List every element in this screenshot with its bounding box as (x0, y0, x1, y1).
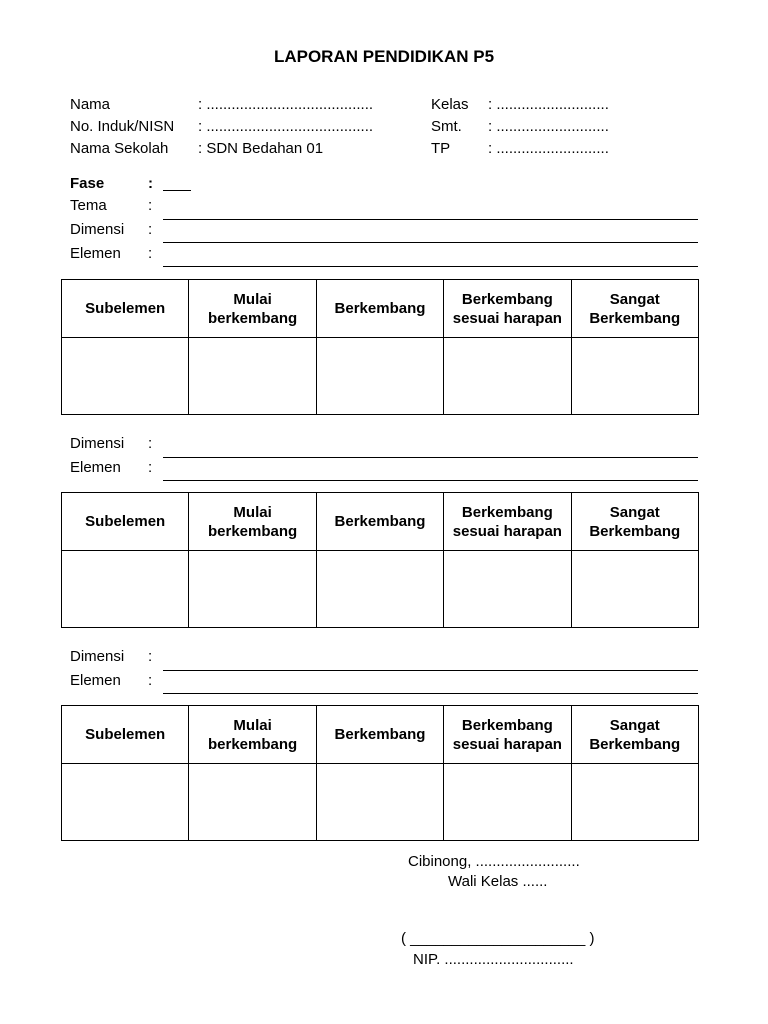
kelas-label: Kelas (431, 96, 469, 113)
header-sangat-berkembang: Sangat Berkembang (571, 280, 698, 338)
fase-colon: : (148, 175, 153, 192)
table-header-row (62, 493, 699, 551)
tema-label: Tema (70, 197, 107, 214)
dimensi-label-1: Dimensi (70, 221, 125, 238)
table-cell[interactable] (444, 338, 571, 415)
table-cell[interactable] (189, 551, 316, 628)
signature-name-line: ( _____________________ ) (401, 930, 595, 947)
tp-label: TP (431, 140, 451, 157)
table-cell[interactable] (316, 338, 443, 415)
dimensi-label-2: Dimensi (70, 435, 125, 452)
elemen-blank-line-1 (163, 266, 698, 267)
table-row (62, 338, 699, 415)
header-berkembang-sesuai-harapan: Berkembang sesuai harapan (444, 706, 571, 764)
table-cell[interactable] (316, 551, 443, 628)
header-mulai-berkembang: Mulai berkembang (189, 493, 316, 551)
place-date: Cibinong, ......................... (408, 853, 580, 870)
smt-label: Smt. (431, 118, 462, 135)
dimensi-blank-line-1 (163, 242, 698, 243)
nisn-value: : ........................................ (198, 118, 374, 135)
nisn-label: No. Induk/NISN (70, 118, 175, 135)
dimensi-colon-2: : (148, 435, 153, 452)
table-cell[interactable] (62, 338, 189, 415)
sekolah-value: : SDN Bedahan 01 (198, 140, 324, 157)
table-cell[interactable] (62, 551, 189, 628)
table-cell[interactable] (444, 551, 571, 628)
assessment-table-3 (61, 705, 699, 841)
table-header-row (62, 706, 699, 764)
header-berkembang: Berkembang (316, 493, 443, 551)
assessment-table-1 (61, 279, 699, 415)
dimensi-colon-3: : (148, 648, 153, 665)
table-cell[interactable] (444, 764, 571, 841)
header-sangat-berkembang: Sangat Berkembang (571, 493, 698, 551)
table-row (62, 764, 699, 841)
header-sangat-berkembang: Sangat Berkembang (571, 706, 698, 764)
fase-label: Fase (70, 175, 105, 192)
elemen-colon-1: : (148, 245, 153, 262)
table-cell[interactable] (571, 764, 698, 841)
table-cell[interactable] (571, 551, 698, 628)
table-cell[interactable] (189, 338, 316, 415)
page-title: LAPORAN PENDIDIKAN P5 (273, 47, 495, 66)
assessment-table-2 (61, 492, 699, 628)
elemen-label-2: Elemen (70, 459, 121, 476)
dimensi-blank-line-3 (163, 670, 698, 671)
dimensi-blank-line-2 (163, 457, 698, 458)
elemen-blank-line-3 (163, 693, 698, 694)
header-subelemen: Subelemen (62, 706, 189, 764)
fase-blank-line (163, 190, 191, 191)
wali-kelas-label: Wali Kelas ...... (448, 873, 548, 890)
header-berkembang-sesuai-harapan: Berkembang sesuai harapan (444, 493, 571, 551)
nama-value: : ........................................ (198, 96, 374, 113)
table-row (62, 551, 699, 628)
elemen-label-1: Elemen (70, 245, 121, 262)
header-berkembang: Berkembang (316, 706, 443, 764)
header-berkembang-sesuai-harapan: Berkembang sesuai harapan (444, 280, 571, 338)
table-cell[interactable] (62, 764, 189, 841)
table-cell[interactable] (189, 764, 316, 841)
sekolah-label: Nama Sekolah (70, 140, 169, 157)
dimensi-colon-1: : (148, 221, 153, 238)
tema-blank-line (163, 219, 698, 220)
header-berkembang: Berkembang (316, 280, 443, 338)
table-cell[interactable] (316, 764, 443, 841)
dimensi-label-3: Dimensi (70, 648, 125, 665)
header-subelemen: Subelemen (62, 280, 189, 338)
elemen-label-3: Elemen (70, 672, 121, 689)
smt-value: : ........................... (488, 118, 609, 135)
header-subelemen: Subelemen (62, 493, 189, 551)
table-header-row (62, 280, 699, 338)
header-mulai-berkembang: Mulai berkembang (189, 280, 316, 338)
tp-value: : ........................... (488, 140, 609, 157)
table-cell[interactable] (571, 338, 698, 415)
tema-colon: : (148, 197, 153, 214)
elemen-blank-line-2 (163, 480, 698, 481)
elemen-colon-3: : (148, 672, 153, 689)
nip-line: NIP. ............................... (413, 951, 574, 968)
elemen-colon-2: : (148, 459, 153, 476)
header-mulai-berkembang: Mulai berkembang (189, 706, 316, 764)
nama-label: Nama (70, 96, 111, 113)
kelas-value: : ........................... (488, 96, 609, 113)
